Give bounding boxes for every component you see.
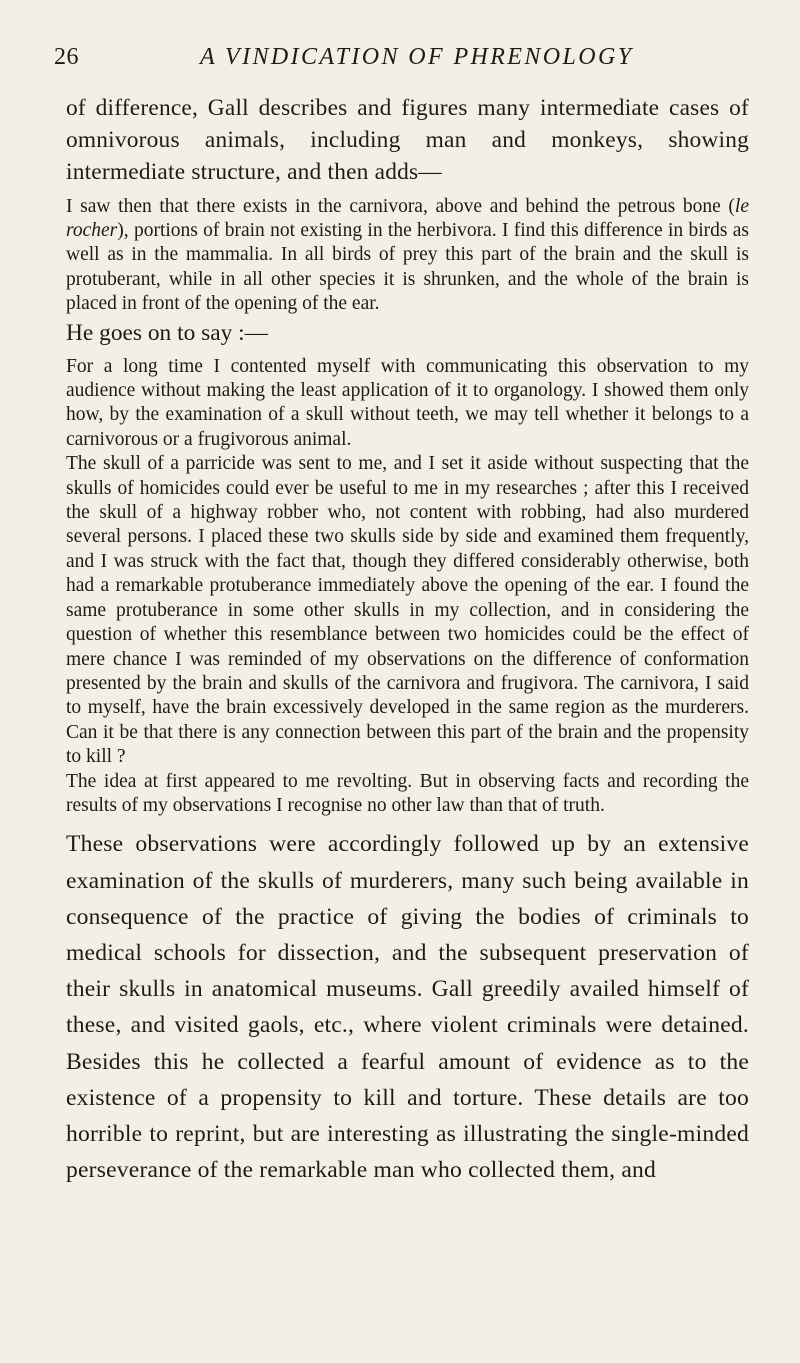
quote-1-text-part-1: I saw then that there exists in the carnivora, above and behind the petrous bone (	[66, 195, 735, 217]
opening-paragraph: of difference, Gall describes and figures many intermediate cases of omnivorous animals, including man and monkeys, showing intermediate structure, and then adds—	[66, 95, 749, 186]
quote-1-text-part-2: ), portions of brain not existing in the herbivora. I find this difference in birds as well as in the mammalia. In all birds of prey this part of the brain and the skull is protuberant, while in all other species it is shrunken, and the whole of the brain is placed in front of the opening of the ear.	[66, 220, 749, 315]
transition-line: He goes on to say :—	[66, 319, 269, 346]
page-number: 26	[54, 44, 79, 70]
closing-paragraph: These observations were accordingly followed up by an extensive examination of the skulls of murderers, many such being available in consequence of the practice of giving the bodies of criminals to medical schools for dissection, and the subsequent preservation of their skulls in anatomical museums. Gall greedily availed himself of these, and visited gaols, etc., where violent criminals were detained. Besides this he collected a fearful amount of evidence as to the existence of a propensity to kill and torture. These details are too horrible to reprint, but are interesting as illustrating the single-minded perseverance of the remarkable man who collected them, and	[66, 831, 749, 1184]
quote-paragraph-2: For a long time I contented myself with communicating this observation to my audience without making the least application of it to organology. I showed them only how, by the examination of a skull without teeth, we may tell whether it belongs to a carnivorous or a frugivorous animal.	[66, 355, 749, 450]
main-text	[66, 92, 749, 1188]
quote-1-italic-term: le rocher	[66, 195, 749, 242]
quote-paragraph-1	[66, 195, 749, 317]
quote-paragraph-3: The skull of a parricide was sent to me, and I set it aside without suspecting that the skulls of homicides could ever be useful to me in my researches ; after this I received the skull of a highway robber who, not content with robbing, had also murdered several persons. I placed these two skulls side by side and examined them frequently, and I was struck with the fact that, though they differed considerably otherwise, both had a remarkable protuberance immediately above the opening of the ear. I found the same protuberance in some other skulls in my collection, and in considering the question of whether this resemblance between two homicides could be the effect of mere chance I was reminded of my observations on the difference of conformation presented by the brain and skulls of the carnivora and frugivora. The carnivora, I said to myself, have the brain excessively developed in the same region as the murderers. Can it be that there is any connection between this part of the brain and the propensity to kill ?	[66, 453, 749, 768]
running-head	[54, 44, 746, 78]
running-title: A VINDICATION OF PHRENOLOGY	[200, 44, 634, 70]
quote-paragraph-4: The idea at first appeared to me revolting. But in observing facts and recording the results of my observations I recognise no other law than that of truth.	[66, 770, 749, 816]
